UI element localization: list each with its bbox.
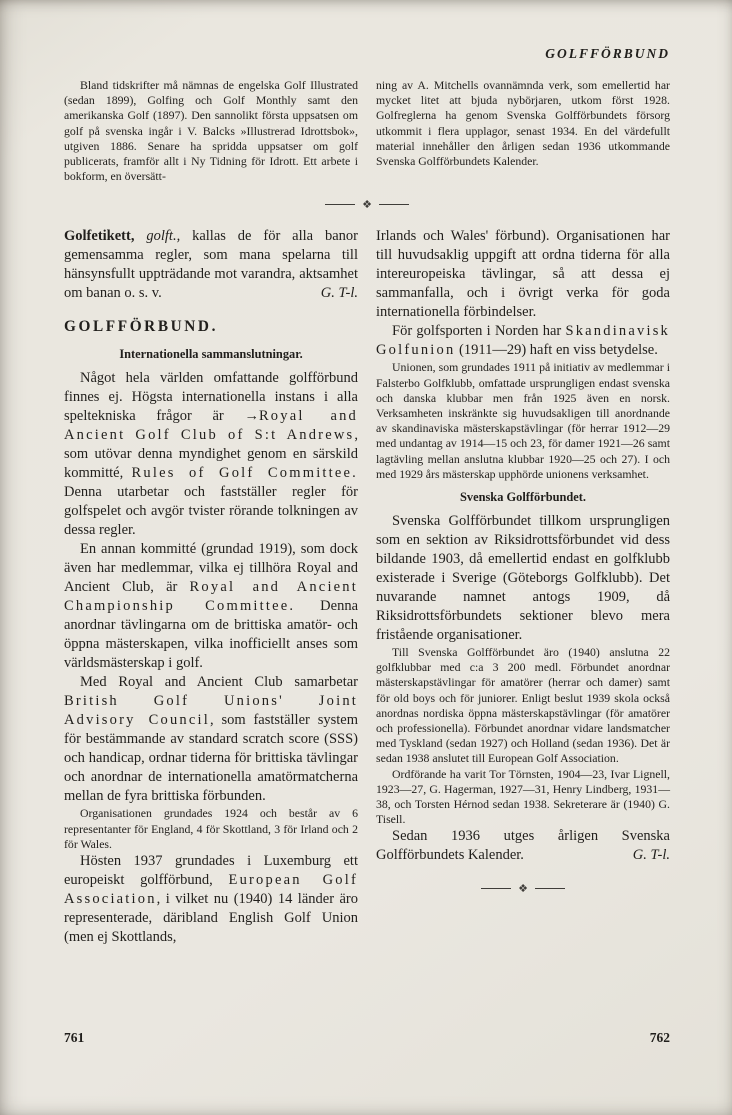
diamond-ornament-icon: ❖ <box>518 882 528 896</box>
page-number-left: 761 <box>64 1030 85 1045</box>
text-run: Sedan 1936 utges årligen Svenska Golfförbundets Kalender. <box>376 828 670 864</box>
text-run: Organisationen grundades 1924 och består av 6 representanter för England, 4 för Skottland, 3 för Irland och 2 för Wales. <box>64 806 358 851</box>
text-run: Irlands och Wales' förbund). Organisationen har till huvudsaklig uppgift att ordna tiderna för alla intereuropeiska tävlingar, så att dessa ej sammanfalla, och i övrigt verka för goda internationella förbindelser. <box>376 228 670 321</box>
text-run: Något hela världen omfattande golfförbund finnes ej. Högsta internationella instans i alla speltekniska frågor är <box>64 370 358 425</box>
text-run: Svenska Golfförbundet tillkom ursprungligen som en sektion av Riksidrottsförbundet vid dess bildande 1903, då emellertid endast en golfklubb existerade i Sverige (Göteborgs Golfklubb). Det nuvarande namnet antogs 1909, då Riksidrottsförbundets sektioner blevo mera fristående organisationer. <box>376 513 670 644</box>
subheading-internationella <box>64 345 358 364</box>
text-run: ning av A. Mitchells ovannämnda verk, som emellertid har mycket litet att bjuda nybörjaren, utkom först 1928. Golfreglerna ha genom Svenska Golfförbundets försorg utkommit i flera upplagor, senast 1934. En del värdefullt material innehåller den årligen sedan 1936 utkommande Svenska Golfförbundets Kalender. <box>376 78 670 169</box>
text-run: British Golf Unions' Joint Advisory Council <box>64 693 358 729</box>
paragraph-anslutna-klubbar <box>376 645 670 767</box>
text-run: , i vilket nu (1940) 14 länder äro representerade, däribland English Golf Union (men ej Skottlands, <box>64 891 358 946</box>
paragraph-skandinavisk-golfunion <box>376 322 670 360</box>
section-divider <box>64 198 670 211</box>
running-header: GOLFFÖRBUND <box>545 46 670 61</box>
text-run: Royal and Ancient Championship Committee. <box>64 579 358 615</box>
subheading-svenska-golfforbundet <box>376 488 670 507</box>
paragraph-joint-advisory-council <box>64 673 358 806</box>
top-right-column <box>376 78 670 184</box>
paragraph-tidskrifter <box>64 78 358 184</box>
top-section <box>64 78 670 184</box>
paragraph-unionen-historia <box>376 360 670 482</box>
left-column <box>64 227 358 947</box>
text-run: (1911—29) haft en viss betydelse. <box>455 342 658 359</box>
paragraph-tidskrifter-continuation <box>376 78 670 169</box>
text-run: kallas de för alla banor gemensamma regler, som mana spelarna till hänsynsfullt uppträdande mot varandra, aktsamhet om banan o. s. v. <box>64 228 359 302</box>
author-signature: G. T-l. <box>632 847 670 864</box>
divider-line <box>325 204 355 205</box>
text-run: Denna anordnar tävlingarna om de brittiska amatör- och öppna mästerskapen, vilka inofficiellt anses som världsmästerskap i golf. <box>64 598 358 672</box>
paragraph-organisation-1924 <box>64 806 358 852</box>
text-run: , som fastställer system för bestämmande av standard scratch score (SSS) och handicap, ordnar tiderna för brittiska tävlingar och anordnar de internationella amatörmatcherna mellan de fyra brittiska förbunden. <box>64 712 358 805</box>
author-signature: G. T-l. <box>320 285 358 302</box>
heading-golfforbund <box>64 317 358 336</box>
text-run: Till Svenska Golfförbundet äro (1940) anslutna 22 golfklubbar med c:a 3 200 medl. Förbundet anordnar mästerskapstävlingar för amatörer (herrar och damer) samt för old boys och för juniorer. Enligt beslut 1939 skola också anordnas nordiska öppna mästerskapstävlingar (för amatörer och professionella). Förbundet anordnar vidare landsmatcher med Tyskland (sedan 1927) och Holland (sedan 1936). Det är sedan 1938 anslutet till European Golf Association. <box>376 645 670 766</box>
page-footer <box>64 1030 670 1046</box>
text-run: European Golf Association <box>64 872 358 908</box>
text-run: golft., <box>134 228 193 245</box>
section-divider <box>376 879 670 898</box>
main-section <box>64 227 670 947</box>
text-run: Ordförande ha varit Tor Törnsten, 1904—23, Ivar Lignell, 1923—27, G. Hagerman, 1927—31, Henry Lindberg, 1931—38, och Torsten Hérnod sedan 1938. Sekreterare är (1940) G. Tisell. <box>376 766 670 827</box>
text-run: Rules of Golf Committee. <box>131 465 358 482</box>
entry-golfetikett <box>64 227 358 303</box>
text-run: Internationella sammanslutningar. <box>119 347 303 362</box>
text-run: Med Royal and Ancient Club samarbetar <box>80 674 358 691</box>
divider-line <box>379 204 409 205</box>
cross-reference-arrow: → <box>244 408 259 425</box>
text-run: Hösten 1937 grundades i Luxemburg ett europeiskt golfförbund, <box>64 853 358 889</box>
text-run: Royal and Ancient Golf Club of S:t Andrews <box>64 408 358 444</box>
text-run: Unionen, som grundades 1911 på initiativ av medlemmar i Falsterbo Golfklubb, omfattade ursprungligen endast svenska och danska klubbar men från 1925 även en norsk. Verksamheten inskränkte sig huvudsakligen till anordnande av skandinaviska mästerskapstävlingar (för herrar 1912—29 med undantag av 1914—15 och 23, för damer 1921—26 samt lagtävling mellan anslutna klubbar 1920—25 och 27). I och med 1929 års mästerskap upphörde unionens verksamhet. <box>376 360 670 481</box>
paragraph-ega-continuation <box>376 227 670 322</box>
text-run: Denna utarbetar och fastställer regler för golfspelet och avgör tvister rörande tolkningen av dessa regler. <box>64 484 358 539</box>
text-run: Skandinavisk Golfunion <box>376 323 670 359</box>
text-run: Svenska Golfförbundet. <box>460 490 586 505</box>
top-left-column <box>64 78 358 184</box>
paragraph-royal-and-ancient <box>64 369 358 540</box>
page-number-right: 762 <box>649 1030 670 1045</box>
text-run: Bland tidskrifter må nämnas de engelska Golf Illustrated (sedan 1899), Golfing och Golf Monthly samt den amerikanska Golf (1897). Den sannolikt första uppsatsen om golf på svenska ingår i V. Balcks »Illustrerad Idrottsbok», utgiven 1886. Senare ha spridda uppsatser om golf publicerats, framför allt i Ny Tidning för Idrott. Ett arbete i bokform, en översätt- <box>64 78 358 184</box>
diamond-ornament-icon: ❖ <box>362 198 372 212</box>
paragraph-svenska-golfforbundet <box>376 512 670 645</box>
text-run: , som utövar denna myndighet genom en särskild kommitté, <box>64 427 358 482</box>
text-run: En annan kommitté (grundad 1919), som dock även har medlemmar, vilka ej tillhöra Royal and Ancient Club, är <box>64 541 358 596</box>
paragraph-championship-committee <box>64 540 358 673</box>
text-run: För golfsporten i Norden har <box>392 323 566 340</box>
right-column <box>376 227 670 947</box>
paragraph-ordforande <box>376 767 670 828</box>
text-run: GOLFFÖRBUND. <box>64 318 219 336</box>
paragraph-european-golf-association <box>64 852 358 947</box>
paragraph-kalender <box>376 827 670 865</box>
entry-headword: Golfetikett, <box>64 228 135 245</box>
